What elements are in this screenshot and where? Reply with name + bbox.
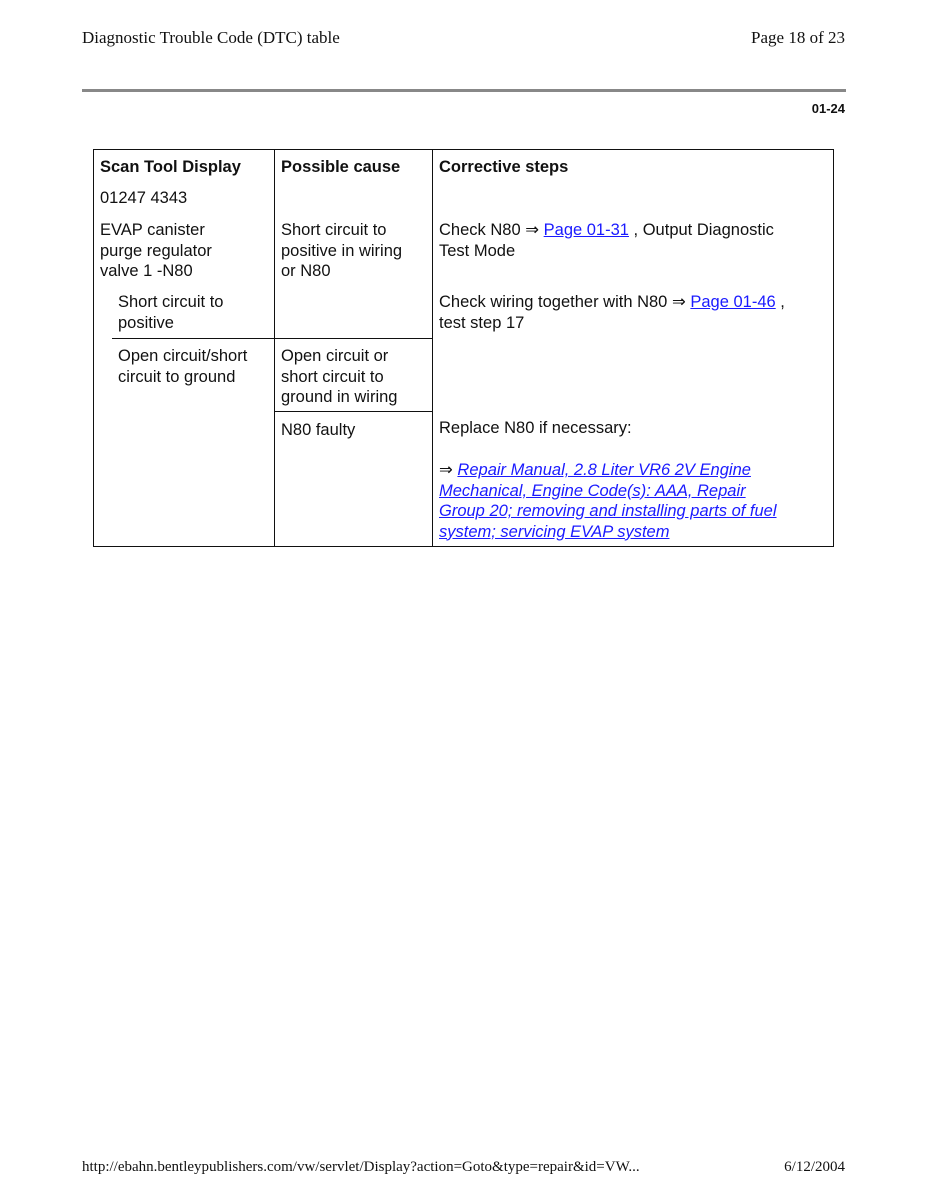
step-replace-n80: Replace N80 if necessary: xyxy=(439,419,632,437)
repair-manual-link[interactable]: Mechanical, Engine Code(s): AAA, Repair xyxy=(439,481,746,500)
header-corrective-steps: Corrective steps xyxy=(439,158,569,176)
dtc-code: 01247 4343 xyxy=(100,189,188,207)
dtc-table xyxy=(93,149,834,547)
step-check-wiring: Check wiring together with N80 ⇒ Page 01-46 , test step 17 xyxy=(439,293,785,332)
arrow-right-icon: ⇒ xyxy=(525,221,540,239)
repair-manual-link[interactable]: Group 20; removing and installing parts of fuel xyxy=(439,502,777,520)
display-short-circuit-positive: Short circuit to positive xyxy=(118,293,224,332)
page-01-46-link[interactable]: Page 01-46 xyxy=(690,293,776,311)
arrow-right-icon: ⇒ xyxy=(671,293,686,311)
cause-short-circuit-positive: Short circuit to positive in wiring or N80 xyxy=(281,221,403,280)
arrow-right-icon: ⇒ xyxy=(439,461,453,479)
row-divider xyxy=(112,338,433,339)
repair-manual-link[interactable]: system; servicing EVAP system xyxy=(439,522,670,541)
page-01-31-link[interactable]: Page 01-31 xyxy=(543,221,629,239)
header-possible-cause: Possible cause xyxy=(281,158,401,176)
footer-date: 6/12/2004 xyxy=(784,1159,845,1175)
footer-url: http://ebahn.bentleypublishers.com/vw/servlet/Display?action=Goto&type=repair&id=VW... xyxy=(82,1159,640,1175)
header-divider xyxy=(82,89,846,92)
section-number: 01-24 xyxy=(811,101,845,116)
document-title: Diagnostic Trouble Code (DTC) table xyxy=(82,28,340,47)
repair-manual-link[interactable]: Repair Manual, 2.8 Liter VR6 2V Engine xyxy=(457,461,751,479)
display-open-circuit-ground: Open circuit/short circuit to ground xyxy=(118,347,248,386)
cause-open-circuit-wiring: Open circuit or short circuit to ground in wiring xyxy=(281,347,398,406)
step-repair-manual xyxy=(439,460,831,542)
page-number: Page 18 of 23 xyxy=(751,28,845,47)
column-divider xyxy=(432,150,433,546)
column-divider xyxy=(274,150,275,546)
component-name: EVAP canister purge regulator valve 1 -N80 xyxy=(100,221,212,280)
row-divider xyxy=(274,411,433,412)
step-check-n80: Check N80 ⇒ Page 01-31 , Output Diagnostic Test Mode xyxy=(439,221,774,260)
header-scan-tool-display: Scan Tool Display xyxy=(100,158,241,176)
cause-n80-faulty: N80 faulty xyxy=(281,421,356,439)
